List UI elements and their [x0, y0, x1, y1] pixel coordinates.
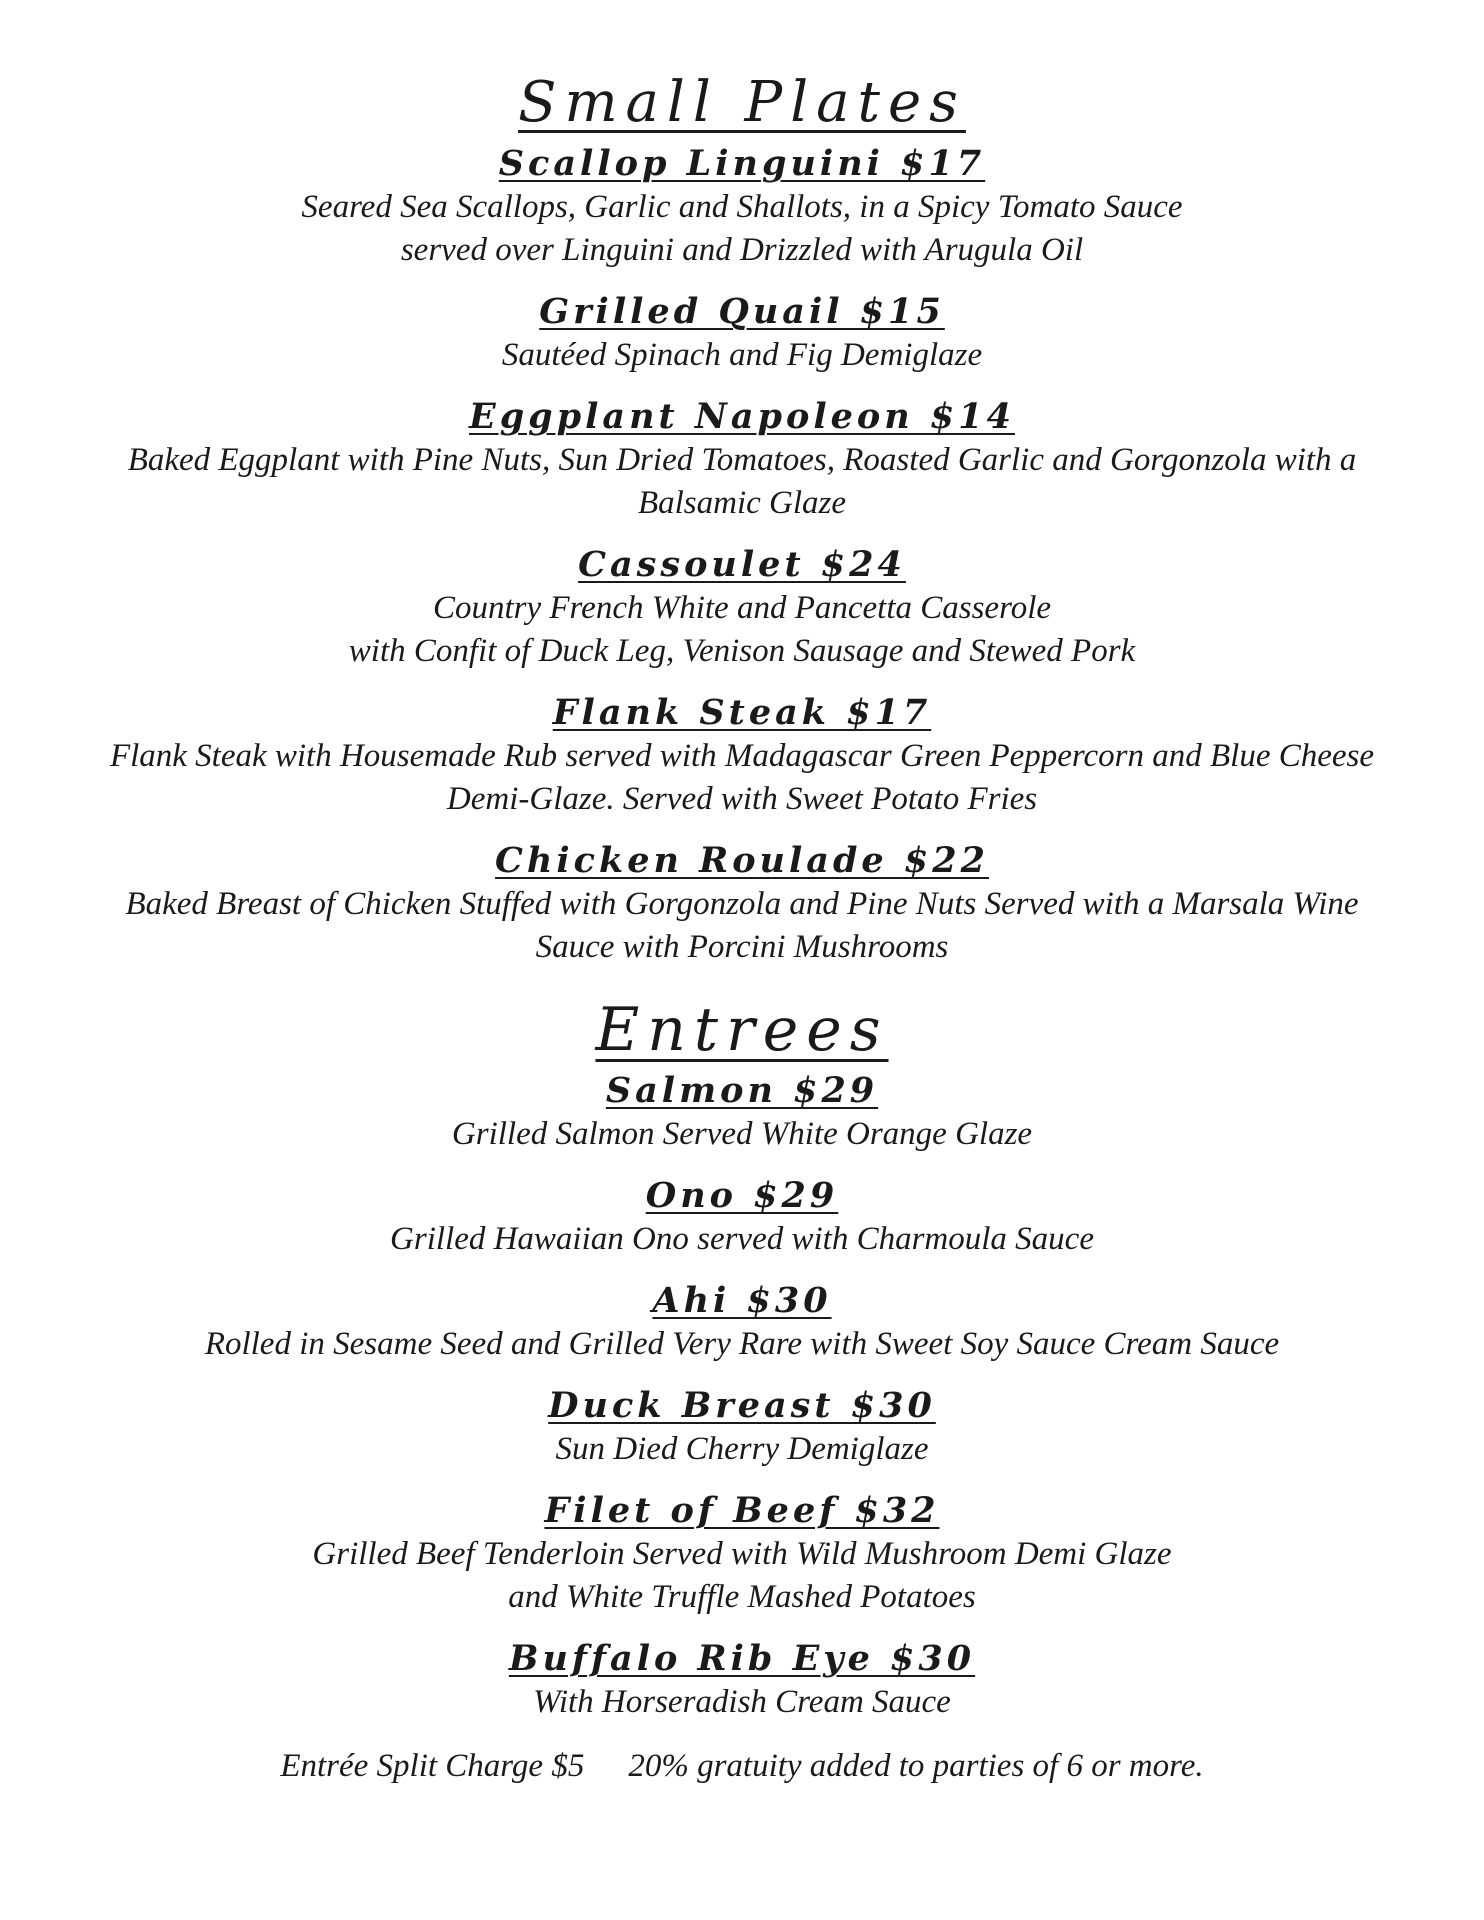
menu-item-title: Ono $29	[645, 1175, 839, 1216]
menu-item-title: Chicken Roulade $22	[495, 840, 989, 881]
menu-item-scallop-linguini	[0, 142, 1484, 272]
menu-item-title: Ahi $30	[652, 1280, 832, 1321]
menu-item-title: Flank Steak $17	[552, 692, 932, 733]
menu-item-description: and White Truffle Mashed Potatoes	[508, 1579, 976, 1615]
menu-item-ahi	[0, 1279, 1484, 1366]
menu-item-ono	[0, 1174, 1484, 1261]
menu-item-description: Balsamic Glaze	[637, 485, 847, 521]
menu-item-description: Grilled Salmon Served White Orange Glaze	[451, 1116, 1033, 1152]
menu-item-salmon	[0, 1069, 1484, 1156]
menu-item-title: Salmon $29	[605, 1070, 879, 1111]
menu-item-description: served over Linguini and Drizzled with Arugula Oil	[400, 232, 1084, 268]
menu-footer	[0, 1744, 1484, 1788]
small-plates-heading: Small Plates	[518, 70, 966, 135]
menu-item-title: Duck Breast $30	[548, 1385, 936, 1426]
menu-item-eggplant-napoleon	[0, 395, 1484, 525]
menu-item-description: with Confit of Duck Leg, Venison Sausage and Stewed Pork	[348, 633, 1136, 669]
menu-item-description: Baked Breast of Chicken Stuffed with Gorgonzola and Pine Nuts Served with a Marsala Wine	[125, 886, 1359, 922]
menu-item-flank-steak	[0, 691, 1484, 821]
menu-item-title: Scallop Linguini $17	[498, 143, 986, 184]
menu-item-duck-breast	[0, 1384, 1484, 1471]
entrees-heading: Entrees	[595, 995, 889, 1065]
split-charge-note: Entrée Split Charge $5	[280, 1748, 585, 1784]
menu-item-title: Filet of Beef $32	[544, 1490, 940, 1531]
menu-item-description: Sun Died Cherry Demiglaze	[555, 1431, 929, 1467]
menu-item-cassoulet	[0, 543, 1484, 673]
menu-item-description: Flank Steak with Housemade Rub served with Madagascar Green Peppercorn and Blue Cheese	[109, 738, 1375, 774]
entrees-section	[0, 995, 1484, 1724]
menu-item-description: Rolled in Sesame Seed and Grilled Very Rare with Sweet Soy Sauce Cream Sauce	[204, 1326, 1280, 1362]
menu-item-description: Seared Sea Scallops, Garlic and Shallots, in a Spicy Tomato Sauce	[301, 189, 1183, 225]
menu-item-title: Buffalo Rib Eye $30	[508, 1638, 976, 1679]
menu-item-description: Country French White and Pancetta Casserole	[432, 590, 1052, 626]
small-plates-section	[0, 68, 1484, 969]
menu-item-buffalo-rib-eye	[0, 1637, 1484, 1724]
menu-item-title: Grilled Quail $15	[539, 291, 945, 332]
menu-item-description: Sautéed Spinach and Fig Demiglaze	[501, 337, 983, 373]
menu-item-description: Demi-Glaze. Served with Sweet Potato Fries	[446, 781, 1038, 817]
menu-item-description: Grilled Beef Tenderloin Served with Wild Mushroom Demi Glaze	[312, 1536, 1172, 1572]
menu-item-grilled-quail	[0, 290, 1484, 377]
menu-item-description: With Horseradish Cream Sauce	[533, 1684, 951, 1720]
menu-item-description: Baked Eggplant with Pine Nuts, Sun Dried Tomatoes, Roasted Garlic and Gorgonzola with a	[127, 442, 1357, 478]
menu-item-description: Grilled Hawaiian Ono served with Charmoula Sauce	[390, 1221, 1094, 1257]
menu-item-description: Sauce with Porcini Mushrooms	[535, 929, 949, 965]
menu-item-title: Eggplant Napoleon $14	[469, 396, 1015, 437]
menu-item-filet-of-beef	[0, 1489, 1484, 1619]
gratuity-note: 20% gratuity added to parties of 6 or more.	[628, 1748, 1204, 1784]
menu-item-title: Cassoulet $24	[578, 544, 906, 585]
menu-item-chicken-roulade	[0, 839, 1484, 969]
